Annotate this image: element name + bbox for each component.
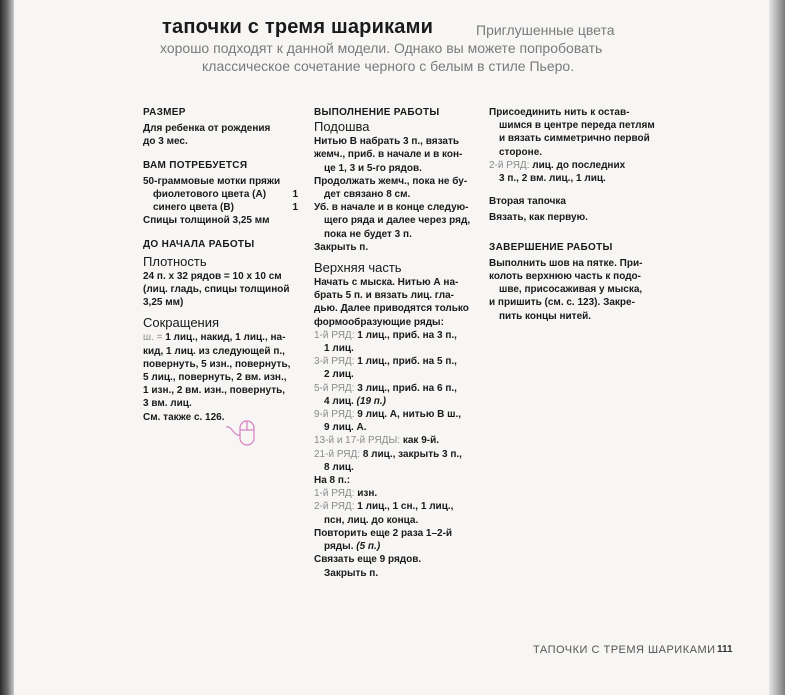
second-slipper-heading: Вторая тапочка (489, 196, 566, 208)
finishing-heading: ЗАВЕРШЕНИЕ РАБОТЫ (489, 241, 613, 253)
density-line: (лиц. гладь, спицы толщиной (143, 284, 290, 296)
row-label: 5-й РЯД: (314, 382, 355, 394)
materials-line: 50-граммовые мотки пряжи (143, 175, 281, 187)
book-spine-left (0, 0, 14, 695)
intro-line-2: хорошо подходят к данной модели. Однако вы можете попробовать (160, 40, 603, 56)
page-number: 111 (717, 644, 733, 655)
join-line: и вязать симметрично первой (499, 133, 650, 145)
density-line: 3,25 мм) (143, 297, 184, 309)
finishing-line: колоть верхнюю часть к подо- (489, 271, 641, 283)
sole-line: пока не будет 3 п. (324, 228, 412, 240)
row-text: 3 лиц., приб. на 6 п., (357, 382, 457, 394)
row-text: лиц. до последних (532, 159, 626, 171)
materials-color: синего цвета (В) (153, 202, 234, 214)
abbreviation-line (143, 331, 303, 344)
size-heading: РАЗМЕР (143, 107, 186, 118)
row-instruction (314, 355, 479, 368)
column-2 (314, 106, 479, 580)
row-text: 4 лиц. (324, 395, 354, 407)
abbreviation-line: 5 лиц., повернуть, 2 вм. изн., (143, 372, 287, 384)
row-text: изн. (357, 488, 378, 500)
row-text: 1 лиц., накид, 1 лиц., на- (165, 332, 286, 344)
row-instruction: На 8 п.: (314, 475, 351, 487)
work-heading: ВЫПОЛНЕНИЕ РАБОТЫ (314, 107, 440, 118)
row-text: 1 лиц., 1 сн., 1 лиц., (357, 501, 454, 513)
row-instruction: Закрыть п. (324, 567, 379, 579)
sole-line: Продолжать жемч., пока не бу- (314, 175, 468, 187)
row-instruction: Повторить еще 2 раза 1–2-й (314, 527, 453, 539)
row-instruction (314, 382, 479, 395)
materials-color: фиолетового цвета (А) (153, 189, 267, 201)
materials-heading: ВАМ ПОТРЕБУЕТСЯ (143, 159, 248, 171)
row-instruction: Связать еще 9 рядов. (314, 554, 422, 566)
finishing-line: шве, присосаживая у мыска, (499, 284, 643, 296)
sole-line: Закрыть п. (314, 241, 369, 253)
upper-line: Начать с мыска. Нитью А на- (314, 277, 459, 289)
row-label: 13-й и 17-й РЯДЫ: (314, 435, 401, 447)
row-text: 1 лиц., приб. на 5 п., (357, 356, 457, 368)
join-line: стороне. (499, 146, 543, 158)
materials-qty: 1 (292, 189, 298, 201)
row-text: 9 лиц. А, нитью В ш., (357, 409, 462, 421)
row-instruction: 2 лиц. (324, 369, 354, 381)
row-label: 2-й РЯД: (314, 501, 355, 513)
row-instruction (314, 540, 479, 553)
row-instruction: 3 п., 2 вм. лиц., 1 лиц. (499, 173, 606, 185)
sole-line: жемч., приб. в начале и в кон- (314, 149, 463, 161)
row-label: 1-й РЯД: (314, 488, 355, 500)
materials-line: Спицы толщиной 3,25 мм (143, 215, 270, 227)
finishing-line: и пришить (см. с. 123). Закре- (489, 297, 635, 309)
materials-qty: 1 (292, 202, 298, 214)
row-text: (5 п.) (356, 541, 381, 553)
sole-line: Уб. в начале и в конце следую- (314, 202, 469, 214)
row-text: ряды. (324, 541, 354, 553)
row-text: как 9-й. (402, 435, 440, 447)
sole-line: це 1, 3 и 5-го рядов. (324, 162, 422, 174)
row-instruction (314, 408, 479, 421)
row-label: 2-й РЯД: (489, 159, 530, 171)
column-1 (143, 106, 303, 424)
row-instruction (489, 159, 659, 172)
size-line: до 3 мес. (143, 136, 188, 148)
abbreviations-subheading: Сокращения (143, 315, 220, 331)
see-also-line: См. также с. 126. (143, 411, 225, 423)
page-title: тапочки с тремя шариками (162, 16, 434, 38)
materials-item (143, 201, 298, 214)
row-instruction: 1 лиц. (324, 343, 354, 355)
footer-running-title: ТАПОЧКИ С ТРЕМЯ ШАРИКАМИ (533, 644, 716, 656)
abbreviation-line: 1 изн., 2 вм. изн., повернуть, (143, 385, 286, 397)
column-3 (489, 106, 659, 323)
row-instruction: 9 лиц. А. (324, 422, 367, 434)
abbreviation-line: 3 вм. лиц. (143, 398, 192, 410)
row-text: (19 п.) (356, 395, 386, 407)
sole-line: щего ряда и далее через ряд, (324, 215, 471, 227)
density-subheading: Плотность (143, 253, 207, 269)
upper-subheading: Верхняя часть (314, 260, 402, 276)
row-instruction (314, 487, 479, 500)
sole-subheading: Подошва (314, 119, 370, 135)
abbreviation-line: кид, 1 лиц. из следующей п., (143, 345, 285, 357)
row-label: 21-й РЯД: (314, 448, 361, 460)
row-instruction (314, 500, 479, 513)
row-label: 3-й РЯД: (314, 356, 355, 368)
row-label: 9-й РЯД: (314, 409, 355, 421)
finishing-line: Выполнить шов на пятке. При- (489, 257, 643, 269)
sole-line: дет связано 8 см. (324, 189, 411, 201)
join-line: Присоединить нить к остав- (489, 107, 630, 118)
row-instruction (314, 448, 479, 461)
join-line: шимся в центре переда петлям (499, 120, 655, 132)
size-line: Для ребенка от рождения (143, 123, 271, 135)
book-spine-right (769, 0, 785, 695)
mouse-icon (224, 415, 264, 455)
upper-line: дью. Далее приводятся только (314, 303, 469, 315)
finishing-line: пить концы нитей. (499, 310, 592, 322)
abbreviation-line: повернуть, 5 изн., повернуть, (143, 358, 291, 370)
row-instruction: псн, лиц. до конца. (324, 514, 419, 526)
row-text: 8 лиц., закрыть 3 п., (362, 448, 462, 460)
row-text: 1 лиц., приб. на 3 п., (357, 329, 457, 341)
before-work-heading: ДО НАЧАЛА РАБОТЫ (143, 238, 255, 250)
second-slipper-line: Вязать, как первую. (489, 212, 588, 224)
density-line: 24 п. х 32 рядов = 10 х 10 см (143, 270, 282, 282)
materials-item (143, 188, 298, 201)
abbreviation-label: ш. = (143, 332, 163, 344)
row-instruction (314, 434, 479, 447)
intro-line-3: классическое сочетание черного с белым в стиле Пьеро. (202, 58, 575, 74)
row-label: 1-й РЯД: (314, 329, 355, 341)
row-instruction (314, 395, 479, 408)
upper-line: брать 5 п. и вязать лиц. гла- (314, 290, 454, 302)
row-instruction (314, 329, 479, 342)
intro-line-1: Приглушенные цвета (476, 22, 615, 38)
row-instruction: 8 лиц. (324, 461, 354, 473)
sole-line: Нитью В набрать 3 п., вязать (314, 136, 460, 148)
upper-line: формообразующие ряды: (314, 316, 444, 328)
